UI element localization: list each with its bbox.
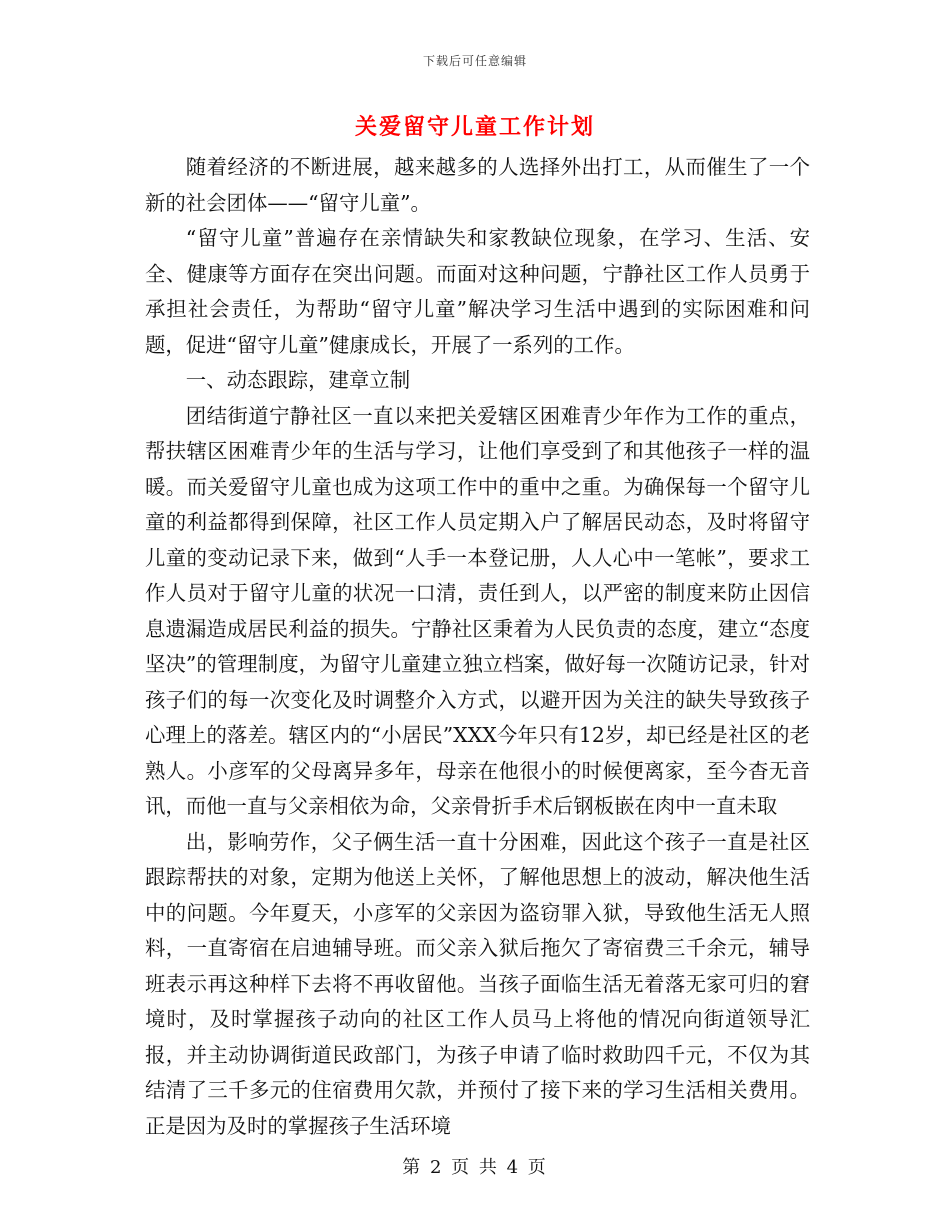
paragraph-intro: 随着经济的不断进展，越来越多的人选择外出打工，从而催生了一个新的社会团体——“留守儿童”。 (145, 155, 810, 215)
document-body (145, 150, 810, 1144)
paragraph-continuation: 出，影响劳作，父子俩生活一直十分困难，因此这个孩子一直是社区跟踪帮扶的对象，定期为他送上关怀，了解他思想上的波动，解决他生活中的问题。今年夏天，小彦军的父亲因为盗窃罪入狱，导致他生活无人照料，一直寄宿在启迪辅导班。而父亲入狱后拖欠了寄宿费三千余元，辅导班表示再这种样下去将不再收留他。当孩子面临生活无着落无家可归的窘境时，及时掌握孩子动向的社区工作人员马上将他的情况向街道领导汇报，并主动协调街道民政部门，为孩子申请了临时救助四千元，不仅为其结清了三千多元的住宿费用欠款，并预付了接下来的学习生活相关费用。正是因为及时的掌握孩子生活环境 (145, 829, 810, 1138)
document-title: 关爱留守儿童工作计划 (354, 114, 595, 140)
section-heading-1: 一、动态跟踪，建章立制 (185, 368, 411, 392)
page-number-footer: 第 2 页 共 4 页 (402, 1157, 548, 1178)
paragraph-background: “留守儿童”普遍存在亲情缺失和家教缺位现象，在学习、生活、安全、健康等方面存在突出问题。而面对这种问题，宁静社区工作人员勇于承担社会责任，为帮助“留守儿童”解决学习生活中遇到的实际困难和问题，促进“留守儿童”健康成长，开展了一系列的工作。 (145, 226, 810, 357)
paragraph-section-1: 团结街道宁静社区一直以来把关爱辖区困难青少年作为工作的重点，帮扶辖区困难青少年的生活与学习，让他们享受到了和其他孩子一样的温暖。而关爱留守儿童也成为这项工作中的重中之重。为确保每一个留守儿童的利益都得到保障，社区工作人员定期入户了解居民动态，及时将留守儿童的变动记录下来，做到“人手一本登记册，人人心中一笔帐”，要求工作人员对于留守儿童的状况一口清，责任到人，以严密的制度来防止因信息遗漏造成居民利益的损失。宁静社区秉着为人民负责的态度，建立“态度坚决”的管理制度，为留守儿童建立独立档案，做好每一次随访记录，针对孩子们的每一次变化及时调整介入方式，以避开因为关注的缺失导致孩子心理上的落差。辖区内的“小居民”XXX今年只有12岁，却已经是社区的老熟人。小彦军的父母离异多年，母亲在他很小的时候便离家，至今杳无音讯，而他一直与父亲相依为命，父亲骨折手术后钢板嵌在肉中一直未取 (145, 403, 810, 818)
page-header-note: 下载后可任意编辑 (422, 54, 527, 68)
